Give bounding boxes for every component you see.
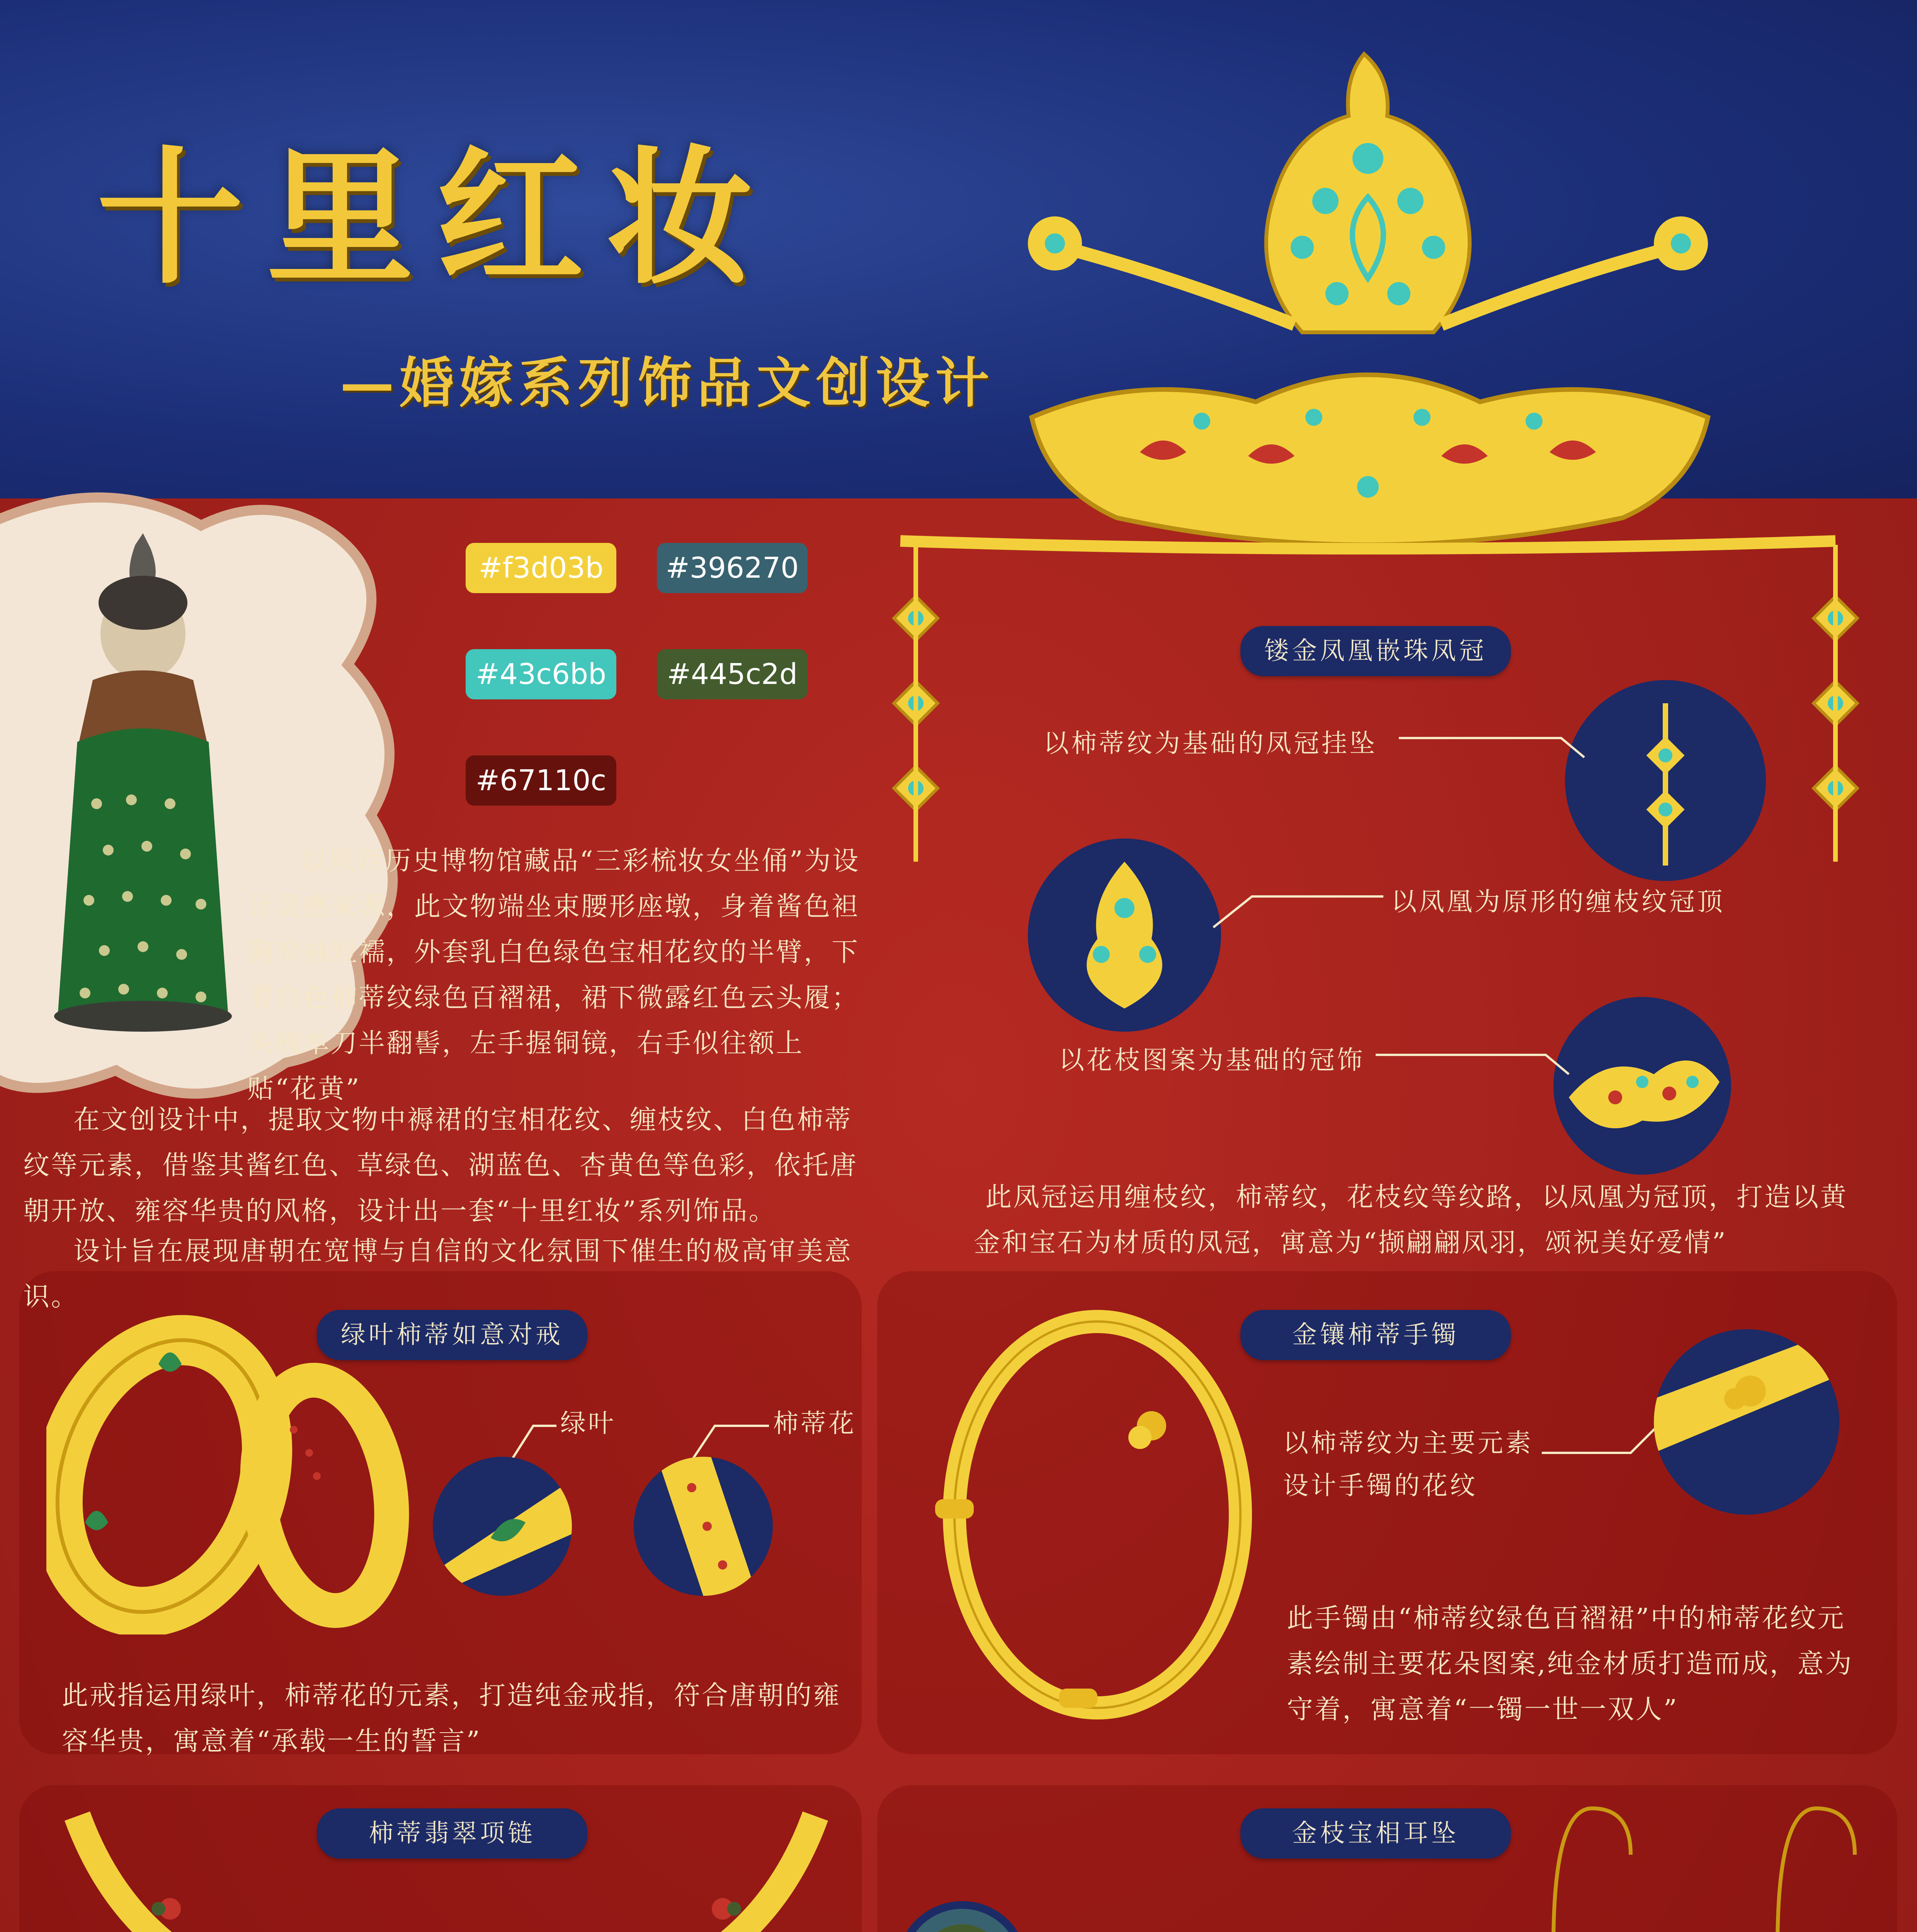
crown-label: 镂金凤凰嵌珠凤冠 [1240,626,1511,676]
ring-description: 此戒指运用绿叶，柿蒂花的元素，打造纯金戒指，符合唐朝的雍容华贵，寓意着“承载一生的誓言” [62,1680,841,1757]
intro-paragraph-3: 设计旨在展现唐朝在宽博与自信的文化氛围下催生的极高审美意识。 [23,1236,853,1312]
couple-rings-image [46,1314,413,1634]
ring-callout-persimmon-flower: 柿蒂花 [773,1408,856,1438]
intro-paragraph-2: 在文创设计中，提取文物中褥裙的宝相花纹、缠枝纹、白色柿蒂纹等元素，借鉴其酱红色、草绿色、湖蓝色、杏黄色等色彩，依托唐朝开放、雍容华贵的风格，设计出一套“十里红妆”系列饰品。 [23,1105,858,1226]
earrings-image [1430,1793,1917,1932]
intro-paragraph-1: 以陕西历史博物馆藏品“三彩梳妆女坐俑”为设计灵感来源，此文物端坐束腰形座墩，身着酱色袒胸窄袖短襦，外套乳白色绿色宝相花纹的半臂，下着白色柿蒂纹绿色百褶裙，裙下微露红色云头履；头梳单刀半翻髻，左手握铜镜，右手似往额上贴“花黄” [247,846,860,1104]
bracelet-label: 金镶柿蒂手镯 [1240,1310,1511,1360]
crown-pendant-detail-circle [1565,680,1766,881]
swatch-slate-teal: #396270 [657,543,808,593]
crown-description: 此凤冠运用缠枝纹，柿蒂纹，花枝纹等纹路，以凤凰为冠顶，打造以黄金和宝石为材质的凤冠，寓意为“撷翩翩凤羽，颂祝美好爱情” [974,1182,1848,1258]
crown-ornament-detail-circle [1553,997,1731,1175]
ring-callout-leaf: 绿叶 [560,1408,616,1438]
swatch-dark-red: #67110c [466,755,616,806]
earring-callout-gem [1144,1928,1394,1932]
bracelet-image [924,1291,1271,1735]
swatch-jade-green: #445c2d [657,649,808,699]
crown-callout-top: 以凤凰为原形的缠枝纹冠顶 [1391,887,1725,917]
bracelet-detail-circle [1654,1329,1839,1515]
subtitle: —婚嫁系列饰品文创设计 [340,352,995,415]
ring-flower-detail-circle [634,1457,773,1596]
crown-callout-ornament: 以花枝图案为基础的冠饰 [1059,1045,1365,1075]
earring-label: 金枝宝相耳坠 [1240,1808,1511,1859]
bracelet-callout: 以柿蒂纹为主要元素 设计手镯的花纹 [1283,1428,1533,1500]
ring-label: 绿叶柿蒂如意对戒 [317,1310,587,1360]
crown-callout-pendant: 以柿蒂纹为基础的凤冠挂坠 [1043,728,1377,758]
main-title: 十里红妆 [97,131,777,304]
earring-gem-detail-circle [896,1901,1028,1932]
bracelet-description: 此手镯由“柿蒂纹绿色百褶裙”中的柿蒂花纹元素绘制主要花朵图案,纯金材质打造而成，意为守着，寓意着“一镯一世一双人” [1287,1603,1853,1725]
necklace-label: 柿蒂翡翠项链 [317,1808,587,1859]
swatch-turquoise: #43c6bb [466,649,616,699]
crown-top-detail-circle [1028,838,1221,1032]
necklace-image [62,1793,831,1932]
figurine-image [46,533,240,1036]
swatch-gold: #f3d03b [466,543,616,593]
ring-leaf-detail-circle [433,1457,572,1596]
